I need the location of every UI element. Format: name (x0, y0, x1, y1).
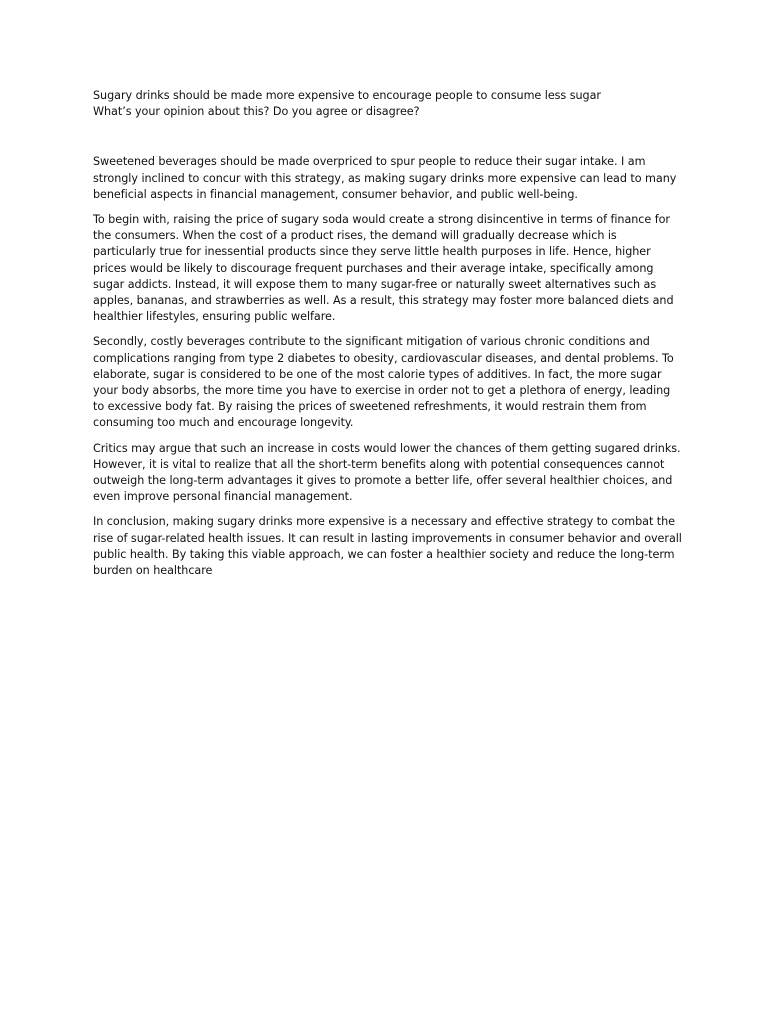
paragraph-conclusion: In conclusion, making sugary drinks more expensive is a necessary and effective strategy to combat the rise of sugar-related health issues. It can result in lasting improvements in consumer behavior and overall public health. By taking this viable approach, we can foster a healthier society and reduce the long-term burden on healthcare (93, 515, 682, 578)
essay-prompt (93, 88, 683, 120)
prompt-question: What’s your opinion about this? Do you agree or disagree? (93, 105, 420, 119)
prompt-statement: Sugary drinks should be made more expensive to encourage people to consume less sugar (93, 89, 601, 102)
paragraph-body-2: Secondly, costly beverages contribute to the significant mitigation of various chronic conditions and complications ranging from type 2 diabetes to obesity, cardiovascular diseases, and dental problems. To elaborate, sugar is considered to be one of the most calorie types of additives. In fact, the more sugar your body absorbs, the more time you have to exercise in order not to get a plethora of energy, leading to excessive body fat. By raising the prices of sweetened refreshments, it would restrain them from consuming too much and encourage longevity. (93, 335, 674, 430)
paragraph-counterargument: Critics may argue that such an increase in costs would lower the chances of them getting sugared drinks. However, it is vital to realize that all the short-term benefits along with potential consequences cannot outweigh the long-term advantages it gives to promote a better life, offer several healthier choices, and even improve personal financial management. (93, 441, 681, 504)
document-body (93, 88, 683, 588)
paragraph-body-1: To begin with, raising the price of sugary soda would create a strong disincentive in terms of finance for the consumers. When the cost of a product rises, the demand will gradually decrease which is particularly true for inessential products since they serve little health purposes in life. Hence, higher prices would be likely to discourage frequent purchases and their average intake, specifically among sugar addicts. Instead, it will expose them to many sugar-free or naturally sweet alternatives such as apples, bananas, and strawberries as well. As a result, this strategy may foster more balanced diets and healthier lifestyles, ensuring public welfare. (93, 213, 674, 324)
paragraph-introduction: Sweetened beverages should be made overpriced to spur people to reduce their sugar intake. I am strongly inclined to concur with this strategy, as making sugary drinks more expensive can lead to many beneficial aspects in financial management, consumer behavior, and public well-being. (93, 155, 677, 201)
